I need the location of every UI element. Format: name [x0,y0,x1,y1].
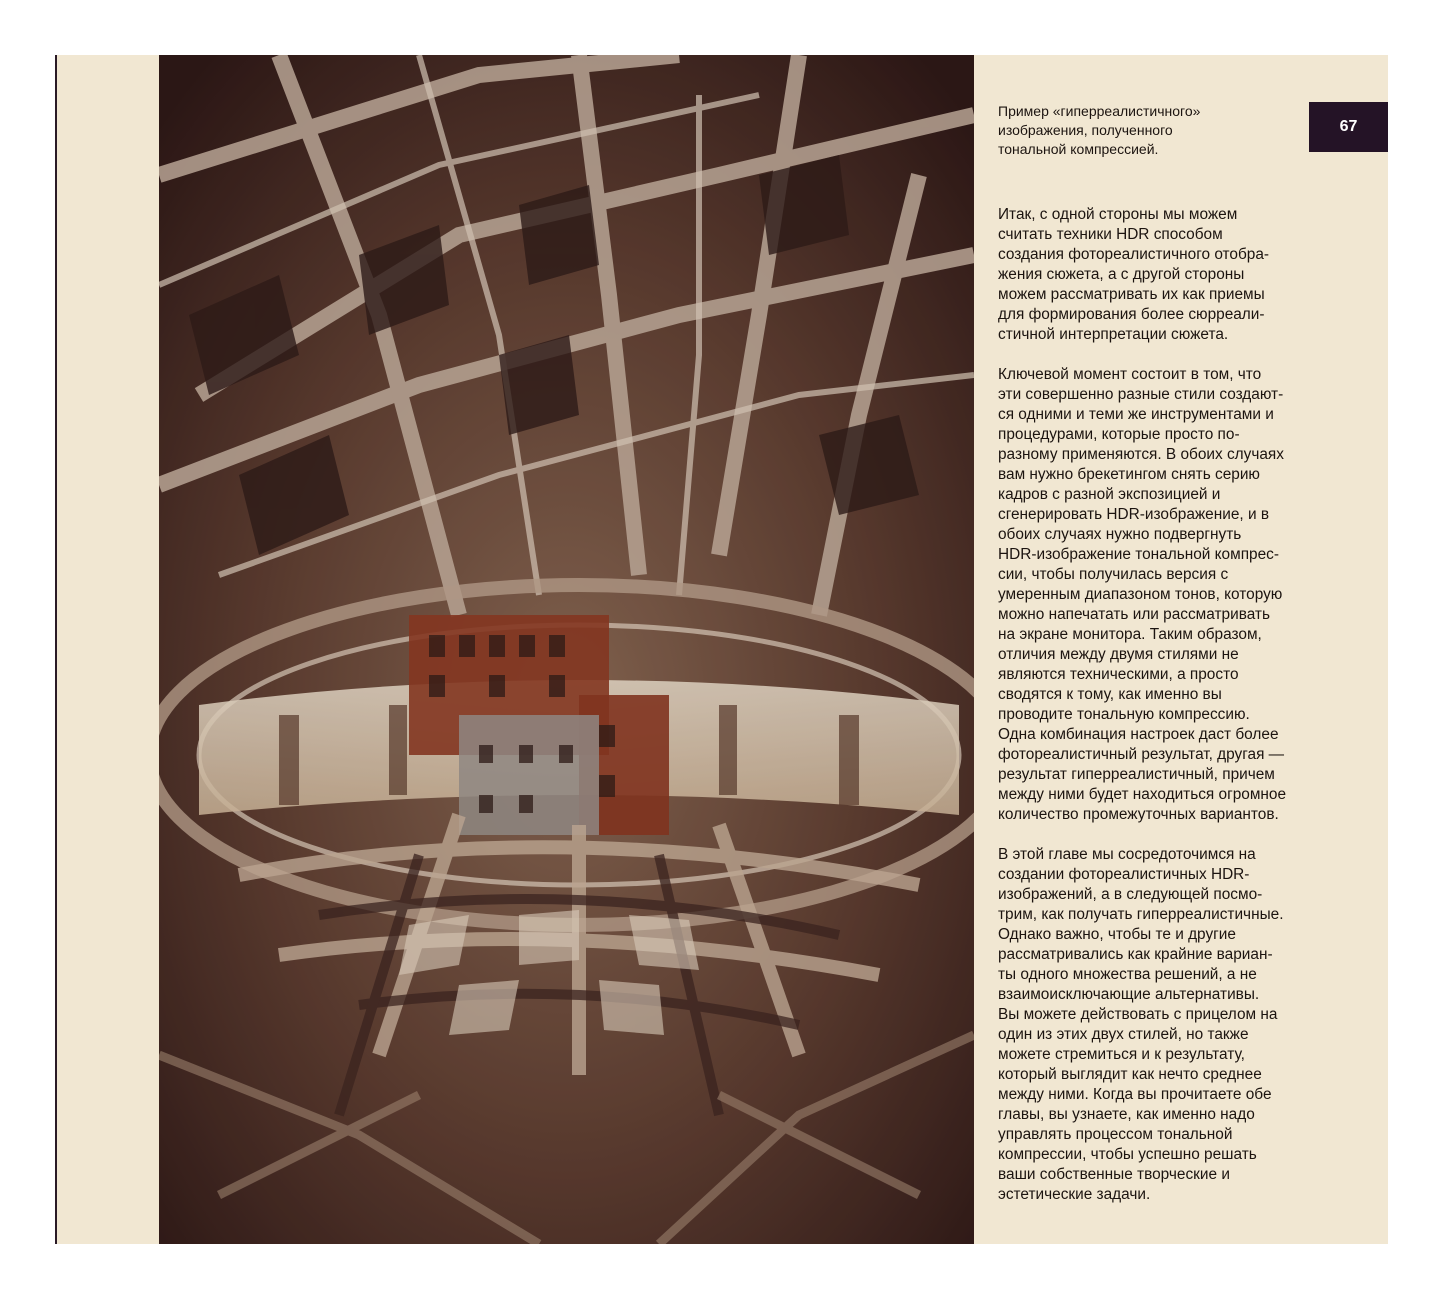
photo-caption: Пример «гиперреалистичного» изображения, полученного тональной компрессией. [998,103,1201,157]
hdr-photo-illustration [159,55,974,1244]
page-number-badge [1309,102,1388,152]
paragraph-2: Ключевой момент состоит в том, что эти совершенно разные стили создают- ся одними и теми же инструментами и процедурами, которые просто по- разному применяются. В обоих случаях вам нужно брекетингом снять серию кадров с разной экспозицией и сгенерировать HDR-изображение, и в обоих случаях нужно подвергнуть HDR-изображение тональной компрес- сии, чтобы получилась версия с умеренным диапазоном тонов, которую можно напечатать или рассматривать на экране монитора. Таким образом, отличия между двумя стилями не являются техническими, а просто сводятся к тому, как именно вы проводите тональную компрессию. Одна комбинация настроек даст более фотореалистичный результат, другая — результат гиперреалистичный, причем между ними будет находиться огромное количество промежуточных вариантов. [998,366,1287,823]
body-text [998,205,1316,1225]
page-spine-line [55,55,57,1244]
hdr-photo [159,55,974,1244]
paragraph-3: В этой главе мы сосредоточимся на создании фотореалистичных HDR- изображений, а в следующей посмо- трим, как получать гиперреалистичные. Однако важно, чтобы те и другие рассматривались как крайние вариан- ты одного множества решений, а не взаимоисключающие альтернативы. Вы можете действовать с прицелом на один из этих двух стилей, но также можете стремиться и к результату, который выглядит как нечто среднее между ними. Когда вы прочитаете обе главы, вы узнаете, как именно надо управлять процессом тональной компрессии, чтобы успешно решать ваши собственные творческие и эстетические задачи. [998,846,1284,1203]
page-number: 67 [1339,118,1358,135]
paragraph-1: Итак, с одной стороны мы можем считать техники HDR способом создания фотореалистичного отобра- жения сюжета, а с другой стороны можем рассматривать их как приемы для формирования более сюрреали- стичной интерпретации сюжета. [998,206,1270,343]
